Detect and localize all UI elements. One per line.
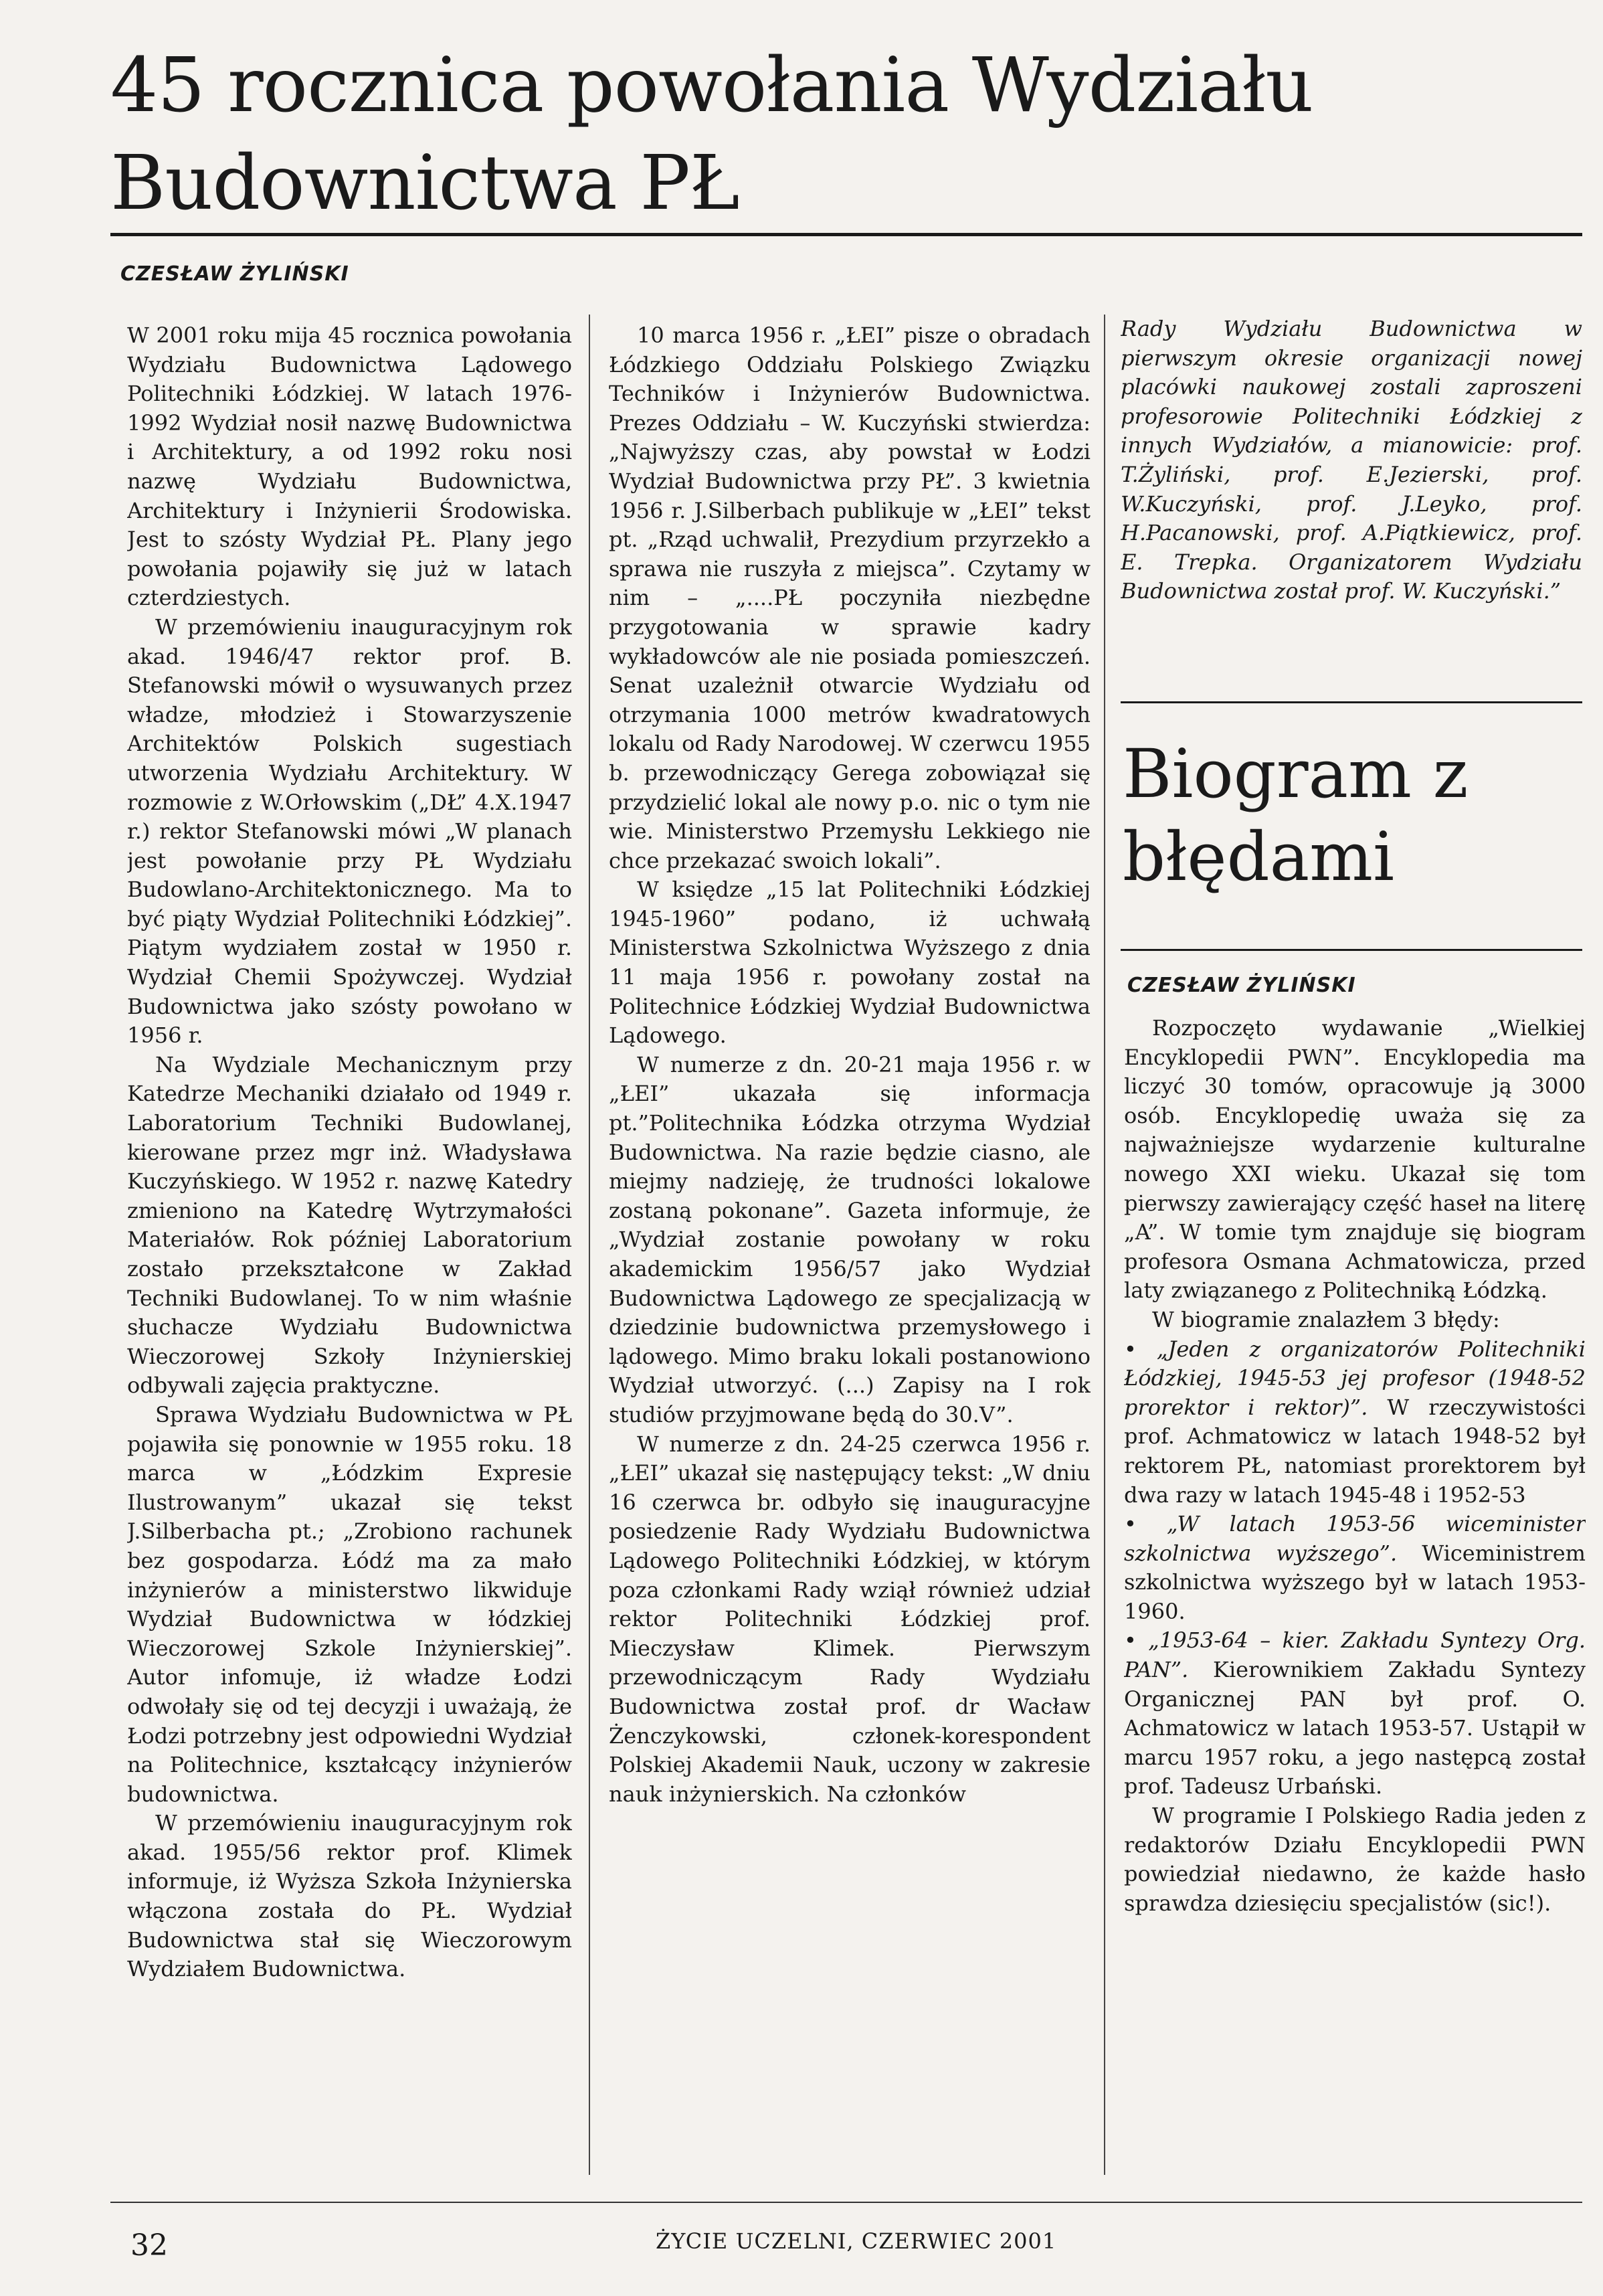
error-quote: „1953-64 – kier. Zakładu Syntezy Org. PAN”. <box>1124 1627 1586 1683</box>
headline-rule <box>110 233 1582 236</box>
article-paragraph-italic: Rady Wydziału Budownictwa w pierwszym okresie organizacji nowej placówki naukowej zostali zaproszeni profesorowie Politechniki Łódzkiej z innych Wydziałów, a mianowicie: prof. T.Żyliński, prof. E.Jezierski, prof. W.Kuczyński, prof. J.Leyko, prof. H.Pacanowski, prof. A.Piątkiewicz, prof. E. Trepka. Organizatorem Wydziału Budownictwa został prof. W. Kuczyński.” <box>1121 316 1582 604</box>
column-divider <box>589 315 590 2175</box>
article-paragraph: W przemówieniu inauguracyjnym rok akad. 1955/56 rektor prof. Klimek informuje, iż Wyższa Szkoła Inżynierska włączona została do PŁ. Wydział Budownictwa stał się Wieczorowym Wydziałem Budownictwa. <box>127 1810 572 1982</box>
error-comment: Wiceministrem szkolnictwa wyższego był w latach 1953-1960. <box>1124 1540 1586 1624</box>
publication-footer: ŻYCIE UCZELNI, CZERWIEC 2001 <box>656 2228 1057 2254</box>
sidebar-headline: Biogram z błędami <box>1123 735 1469 896</box>
footer-rule <box>110 2202 1582 2203</box>
error-comment: Kierownikiem Zakładu Syntezy Organicznej PAN był prof. O. Achmatowicz w latach 1953-57. Ustąpił w marcu 1957 roku, a jego następcą został prof. Tadeusz Urbański. <box>1124 1657 1586 1799</box>
column-divider <box>1104 315 1105 2175</box>
article-paragraph: W księdze „15 lat Politechniki Łódzkiej 1945-1960” podano, iż uchwałą Ministerstwa Szkolnictwa Wyższego z dnia 11 maja 1956 r. powołany został na Politechnice Łódzkiej Wydział Budownictwa Lądowego. <box>609 877 1091 1049</box>
error-quote: „Jeden z organizatorów Politechniki Łódzkiej, 1945-53 jej profesor (1948-52 prorektor i rektor)”. <box>1124 1336 1586 1420</box>
sidebar-error-item <box>1124 1335 1586 1510</box>
article-headline: 45 rocznica powołania Wydziału Budownictwa PŁ <box>110 42 1313 227</box>
article-author: CZESŁAW ŻYLIŃSKI <box>120 262 349 286</box>
sidebar-error-item <box>1124 1626 1586 1801</box>
bullet-icon: • <box>1124 1627 1137 1654</box>
article-paragraph: W numerze z dn. 20-21 maja 1956 r. w „ŁEI” ukazała się informacja pt.”Politechnika Łódzka otrzyma Wydział Budownictwa. Na razie będzie ciasno, ale miejmy nadzieję, że trudności lokalowe zostaną pokonane”. Gazeta informuje, że „Wydział zostanie powołany w roku akademickim 1956/57 jako Wydział Budownictwa Lądowego ze specjalizacją w dziedzinie budownictwa przemysłowego i lądowego. Mimo braku lokali postanowiono Wydział utworzyć. (...) Zapisy na I rok studiów przyjmowane będą do 30.V”. <box>609 1051 1091 1427</box>
sidebar-rule <box>1121 949 1582 951</box>
article-paragraph: Sprawa Wydziału Budownictwa w PŁ pojawiła się ponownie w 1955 roku. 18 marca w „Łódzkim Expresie Ilustrowanym” ukazał się tekst J.Silberbacha pt.; „Zrobiono rachunek bez gospodarza. Łódź ma za mało inżynierów a ministerstwo likwiduje Wydział Budownictwa w łódzkiej Wieczorowej Szkole Inżynierskiej”. Autor infomuje, iż władze Łodzi odwołały się od tej decyzji i uważają, że Łodzi potrzebny jest odpowiedni Wydział na Politechnice, kształcący inżynierów budownictwa. <box>127 1401 572 1807</box>
sidebar-rule-top <box>1121 701 1582 703</box>
article-paragraph: W 2001 roku mija 45 rocznica powołania Wydziału Budownictwa Lądowego Politechniki Łódzkiej. W latach 1976-1992 Wydział nosił nazwę Budownictwa i Architektury, a od 1992 roku nosi nazwę Wydziału Budownictwa, Architektury i Inżynierii Środowiska. Jest to szósty Wydział PŁ. Plany jego powołania pojawiły się już w latach czterdziestych. <box>127 323 572 611</box>
error-quote: „W latach 1953-56 wiceminister szkolnictwa wyższego”. <box>1124 1511 1586 1566</box>
article-column-1 <box>127 321 572 2168</box>
bullet-icon: • <box>1124 1511 1137 1537</box>
sidebar-paragraph: W biogramie znalazłem 3 błędy: <box>1152 1306 1500 1332</box>
error-comment: W rzeczywistości prof. Achmatowicz w latach 1948-52 był rektorem PŁ, natomiast prorektorem był dwa razy w latach 1945-48 i 1952-53 <box>1124 1394 1586 1508</box>
page-number: 32 <box>130 2228 168 2263</box>
article-paragraph: 10 marca 1956 r. „ŁEI” pisze o obradach Łódzkiego Oddziału Polskiego Związku Techników i Inżynierów Budownictwa. Prezes Oddziału – W. Kuczyński stwierdza: „Najwyższy czas, aby powstał w Łodzi Wydział Budownictwa przy PŁ”. 3 kwietnia 1956 r. J.Silberbach publikuje w „ŁEI” tekst pt. „Rząd uchwalił, Prezydium przyrzekło a sprawa nie ruszyła z miejsca”. Czytamy w nim – „....PŁ poczyniła niezbędne przygotowania w sprawie kadry wykładowców ale nie posiada pomieszczeń. Senat uzależnił otwarcie Wydziału od otrzymania 1000 metrów kwadratowych lokalu od Rady Narodowej. W czerwcu 1955 b. przewodniczący Gerega zobowiązał się przydzielić lokal ale nowy p.o. nic o tym nie wie. Ministerstwo Przemysłu Lekkiego nie chce przekazać swoich lokali”. <box>609 323 1091 873</box>
bullet-icon: • <box>1124 1336 1137 1362</box>
sidebar-paragraph: Rozpoczęto wydawanie „Wielkiej Encyklopedii PWN”. Encyklopedia ma liczyć 30 tomów, opracowuje ją 3000 osób. Encyklopedię uważa się za najważniejsze wydarzenie kulturalne nowego XXI wieku. Ukazał się tom pierwszy zawierający część haseł na literę „A”. W tomie tym znajduje się biogram profesora Osmana Achmatowicza, przed laty związanego z Politechniką Łódzką. <box>1124 1015 1586 1304</box>
article-paragraph: W numerze z dn. 24-25 czerwca 1956 r. „ŁEI” ukazał się następujący tekst: „W dniu 16 czerwca br. odbyło się inauguracyjne posiedzenie Rady Wydziału Budownictwa Lądowego Politechniki Łódzkiej, w którym poza członkami Rady wziął również udział rektor Politechniki Łódzkiej prof. Mieczysław Klimek. Pierwszym przewodniczącym Rady Wydziału Budownictwa został prof. dr Wacław Żenczykowski, członek-korespondent Polskiej Akademii Nauk, uczony w zakresie nauk inżynierskich. Na członków <box>609 1431 1091 1807</box>
article-column-2 <box>609 321 1091 2168</box>
sidebar-author: CZESŁAW ŻYLIŃSKI <box>1127 974 1356 997</box>
sidebar-body <box>1124 1014 1586 2172</box>
sidebar-paragraph: W programie I Polskiego Radia jeden z redaktorów Działu Encyklopedii PWN powiedział niedawno, że każde hasło sprawdza dziesięciu specjalistów (sic!). <box>1124 1803 1586 1916</box>
article-paragraph: Na Wydziale Mechanicznym przy Katedrze Mechaniki działało od 1949 r. Laboratorium Techniki Budowlanej, kierowane przez mgr inż. Władysława Kuczyńskiego. W 1952 r. nazwę Katedry zmieniono na Katedrę Wytrzymałości Materiałów. Rok później Laboratorium zostało przekształcone w Zakład Techniki Budowlanej. To w nim właśnie słuchacze Wydziału Budownictwa Wieczorowej Szkoły Inżynierskiej odbywali zajęcia praktyczne. <box>127 1051 572 1399</box>
article-paragraph: W przemówieniu inauguracyjnym rok akad. 1946/47 rektor prof. B. Stefanowski mówił o wysuwanych przez władze, młodzież i Stowarzyszenie Architektów Polskich sugestiach utworzenia Wydziału Architektury. W rozmowie z W.Orłowskim („DŁ” 4.X.1947 r.) rektor Stefanowski mówi „W planach jest powołanie przy PŁ Wydziału Budowlano-Architektonicznego. Ma to być piąty Wydział Politechniki Łódzkiej”. Piątym wydziałem został w 1950 r. Wydział Chemii Spożywczej. Wydział Budownictwa jako szósty powołano w 1956 r. <box>127 614 572 1049</box>
article-column-3 <box>1121 315 1582 689</box>
sidebar-error-item <box>1124 1510 1586 1626</box>
